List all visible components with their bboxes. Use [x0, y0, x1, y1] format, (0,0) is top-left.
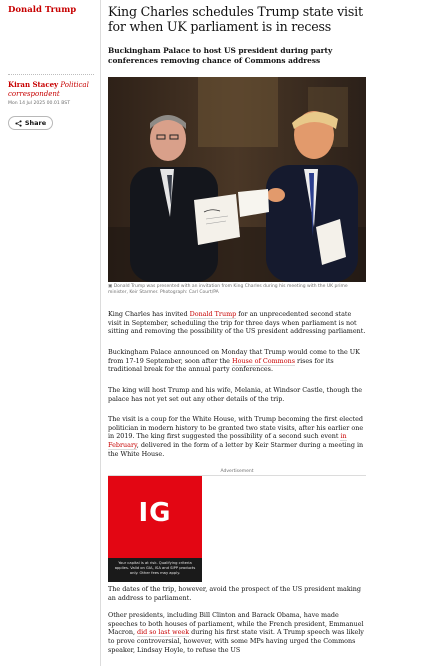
p4-text-a: The visit is a coup for the White House, with Trump becoming the first elected politician in modern history to be granted two state visits, after his earlier one in 2019. The king first suggested the possibility of a second such event — [108, 415, 364, 441]
paragraph-1 — [108, 310, 366, 336]
advertisement-disclaimer: Your capital is at risk. Qualifying criteria applies. Valid on GIA, ISA and SIPP products only. Other fees may apply. — [108, 558, 202, 582]
standfirst: Buckingham Palace to host US president during party conferences removing chance of Commons address — [108, 46, 333, 65]
p1-text-b: for an unprecedented second state visit in September, scheduling the trip for three days when parliament is not sitting and removing the possibility of the US president addressing parliament. — [108, 310, 366, 336]
section-tag[interactable]: Donald Trump — [8, 5, 77, 15]
p6-text-a: Other presidents, including Bill Clinton and Barack Obama, have made speeches to both houses of parliament, while the French president, Emmanuel Macron, — [108, 611, 364, 637]
camera-icon: ▣ — [108, 284, 114, 289]
paragraph-3: The king will host Trump and his wife, Melania, at Windsor Castle, though the palace has not yet set out any other details of the trip. — [108, 386, 363, 403]
p2-text-a: Buckingham Palace announced on Monday that Trump would come to the UK from 17-19 September, soon after the — [108, 348, 360, 365]
share-icon — [15, 120, 22, 127]
share-button[interactable] — [8, 116, 53, 130]
paragraph-2 — [108, 348, 366, 374]
p6-text-b: during his first state visit. A Trump speech was likely to prove controversial, however, with some MPs having urged the Commons speaker, Lindsay Hoyle, to refuse the US — [108, 628, 364, 654]
link-in-february[interactable]: in February — [108, 432, 347, 450]
p4-text-b: , delivered in the form of a letter by Keir Starmer during a meeting in the White House. — [108, 441, 364, 458]
byline-author[interactable]: Kiran Stacey — [8, 80, 59, 89]
byline — [8, 80, 94, 99]
advertisement-banner[interactable] — [108, 476, 202, 582]
link-did-so-last-week[interactable]: did so last week — [137, 628, 190, 637]
share-label: Share — [24, 119, 47, 127]
link-donald-trump[interactable]: Donald Trump — [189, 310, 237, 318]
byline-role: Political correspondent — [8, 81, 89, 98]
paragraph-6 — [108, 611, 366, 655]
left-meta-column — [8, 0, 94, 666]
p1-text-a: King Charles has invited — [108, 310, 190, 318]
lead-photo-illustration — [108, 77, 366, 282]
paragraph-4 — [108, 415, 366, 459]
ig-logo: IG — [138, 498, 172, 528]
column-divider — [100, 0, 101, 666]
caption-text: Donald Trump was presented with an invitation from King Charles during his meeting with the UK prime minister, Keir Starmer. Photograph: Carl Court/PA — [108, 284, 348, 295]
paragraph-5: The dates of the trip, however, avoid the prospect of the US president making an address to parliament. — [108, 585, 361, 602]
photo-caption — [108, 284, 366, 296]
dateline: Mon 14 Jul 2025 00.01 BST — [8, 101, 71, 106]
byline-divider — [8, 74, 94, 75]
advertisement-label: Advertisement — [220, 469, 254, 474]
headline: King Charles schedules Trump state visit for when UK parliament is in recess — [108, 4, 363, 34]
lead-photo — [108, 77, 366, 282]
link-house-of-commons[interactable]: House of Commons — [232, 356, 295, 365]
p2-text-b: rises for its traditional break for the annual party conferences. — [108, 356, 334, 374]
